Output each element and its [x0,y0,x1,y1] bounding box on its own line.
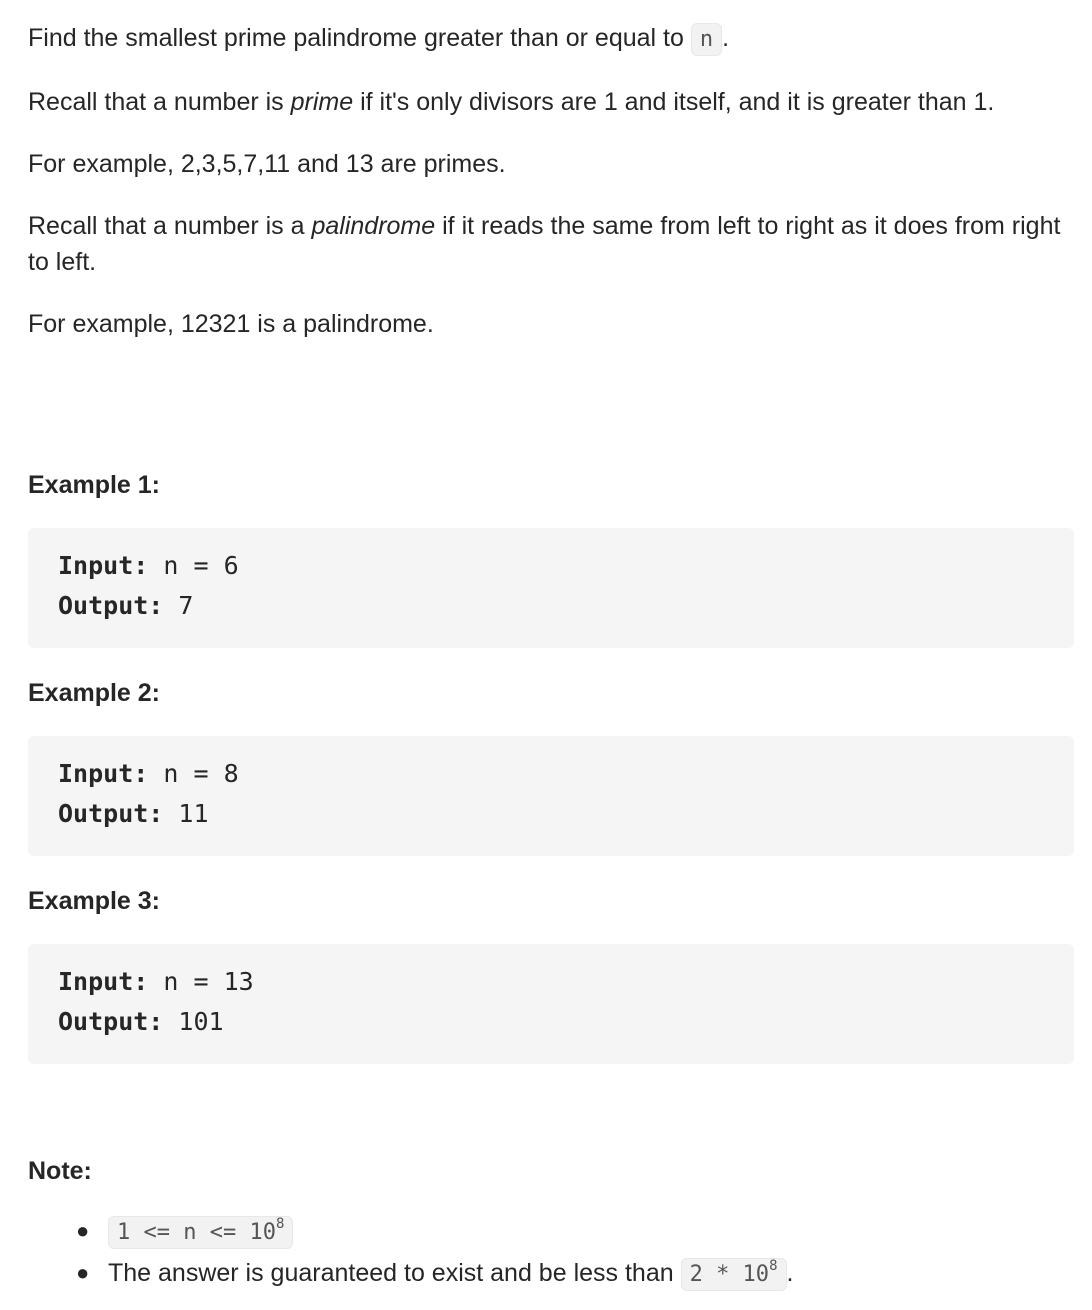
constraint-code-text: 1 <= n <= 10 [117,1220,276,1245]
example-3-output [58,1002,1044,1042]
palindrome-term: palindrome [311,212,436,240]
palindrome-example: For example, 12321 is a palindrome. [28,310,434,338]
bullet-icon: ● [76,1260,90,1285]
bullet-icon: ● [76,1218,90,1243]
example-2-block [28,736,1074,856]
guarantee-code [681,1258,787,1291]
guarantee-period: . [786,1259,794,1287]
guarantee-code-text: 2 * 10 [689,1262,770,1287]
input-value: n = 13 [148,967,254,996]
inline-code-n: n [691,23,722,56]
output-label: Output: [58,591,164,620]
prime-def-text-a: Recall that a number is [28,88,291,116]
intro-text: Find the smallest prime palindrome greater than or equal to [28,24,691,52]
intro-period: . [722,24,730,52]
output-value: 7 [163,591,194,620]
input-value: n = 6 [148,551,239,580]
palindrome-def-text-a: Recall that a number is a [28,212,312,240]
palindrome-def-text-b: if it reads the same from left to right as it does from right to left. [28,212,1061,276]
note-list [28,1210,793,1294]
note-heading: Note: [28,1157,92,1185]
problem-description [28,20,1074,342]
example-3-block [28,944,1074,1064]
input-label: Input: [58,967,149,996]
constraint-code [108,1216,293,1249]
list-item [28,1252,793,1294]
output-value: 11 [163,799,209,828]
prime-def-text-b: if it's only divisors are 1 and itself, and it is greater than 1. [353,88,995,116]
output-label: Output: [58,1007,164,1036]
example-3-input [58,962,1044,1002]
input-value: n = 8 [148,759,239,788]
example-1-output [58,586,1044,626]
input-label: Input: [58,759,149,788]
palindrome-definition [28,208,1074,280]
output-value: 101 [163,1007,224,1036]
intro-paragraph [28,20,1074,58]
example-3-heading: Example 3: [28,887,161,915]
guarantee-exponent: 8 [769,1257,778,1274]
guarantee-text: The answer is guaranteed to exist and be less than [108,1259,681,1287]
list-item [28,1210,793,1252]
example-1-block [28,528,1074,648]
example-1-input [58,546,1044,586]
prime-term: prime [290,88,354,116]
prime-example: For example, 2,3,5,7,11 and 13 are primes. [28,150,506,178]
example-2-input [58,754,1044,794]
prime-definition [28,84,1074,120]
example-1-heading: Example 1: [28,471,161,499]
input-label: Input: [58,551,149,580]
example-2-output [58,794,1044,834]
output-label: Output: [58,799,164,828]
example-2-heading: Example 2: [28,679,161,707]
constraint-exponent: 8 [275,1215,285,1232]
